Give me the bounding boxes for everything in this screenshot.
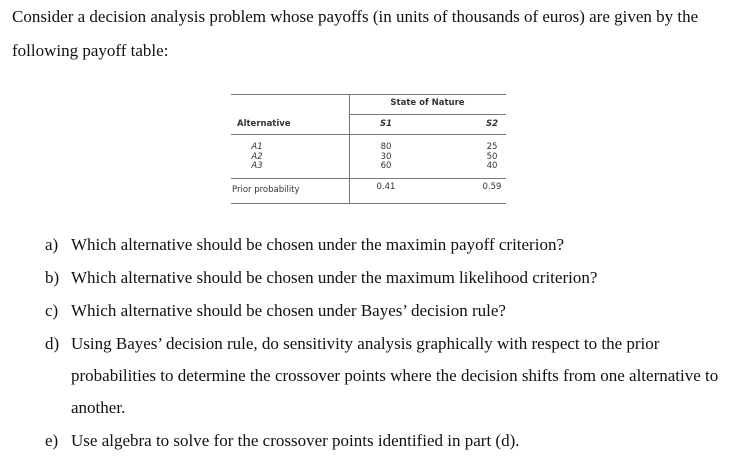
question-text: Use algebra to solve for the crossover points identified in part (d). (71, 431, 520, 450)
state-s2-header: S2 (485, 119, 499, 129)
question-list (45, 229, 735, 458)
alternative-a1: A1 (251, 142, 263, 152)
question-text: Which alternative should be chosen under Bayes’ decision rule? (71, 301, 506, 320)
state-header-rule (349, 114, 506, 115)
problem-intro: Consider a decision analysis problem whose payoffs (in units of thousands of euros) are given by the following payoff table: (12, 7, 699, 60)
state-s1-header: S1 (379, 119, 393, 129)
state-of-nature-header: State of Nature (390, 98, 465, 108)
question-text: Which alternative should be chosen under the maximin payoff criterion? (71, 235, 564, 254)
question-c (45, 295, 735, 327)
question-letter: c) (45, 301, 59, 320)
question-letter: a) (45, 235, 59, 254)
prior-probability-label: Prior probability (232, 185, 300, 195)
payoff-a1-s1: 80 (380, 142, 392, 152)
alternative-a2: A2 (251, 151, 263, 162)
alternative-a3: A3 (251, 161, 263, 171)
question-letter: b) (45, 268, 60, 287)
table-top-rule (231, 94, 506, 95)
question-text: Which alternative should be chosen under the maximum likelihood criterion? (71, 268, 598, 287)
payoff-a3-s2: 40 (486, 161, 498, 171)
question-b (45, 262, 735, 294)
payoffs-s2 (477, 143, 507, 172)
prior-top-rule (231, 178, 506, 179)
question-e (45, 425, 735, 457)
prior-s1: 0.41 (376, 182, 396, 192)
column-divider (349, 94, 350, 204)
question-a (45, 229, 735, 261)
alternative-header: Alternative (237, 119, 291, 129)
payoffs-s1 (371, 143, 401, 172)
payoff-a2-s1: 30 (380, 151, 392, 162)
question-text: Using Bayes’ decision rule, do sensitivity analysis graphically with respect to the prior probabilities to determine the crossover points where the decision shifts from one alternative to another. (71, 334, 719, 417)
prior-s2: 0.59 (482, 182, 502, 192)
question-letter: d) (45, 334, 60, 353)
payoff-a3-s1: 60 (380, 161, 392, 171)
payoff-a2-s2: 50 (486, 151, 498, 162)
question-d (45, 328, 735, 424)
alternatives-list (247, 143, 267, 172)
question-letter: e) (45, 431, 59, 450)
payoff-a1-s2: 25 (486, 142, 498, 152)
table-bottom-rule (231, 203, 506, 204)
header-bottom-rule (231, 134, 506, 135)
payoff-table (231, 94, 506, 204)
